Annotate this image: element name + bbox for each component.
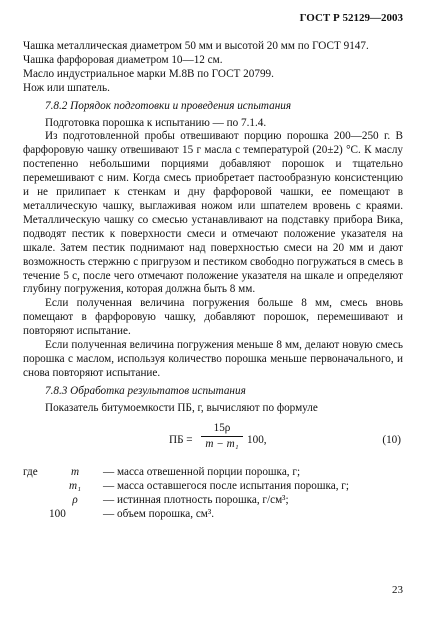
legend-where-word: где (23, 465, 38, 478)
standard-header: ГОСТ Р 52129—2003 (299, 12, 403, 24)
paragraph-depth-less: Если полученная величина погружения меньше 8 мм, делают новую смесь порошка с маслом, используя количество порошка меньше первоначального, и снова повторяют испытание. (23, 339, 403, 379)
formula-denominator: m − m₁ (205, 438, 239, 451)
legend-row (23, 466, 403, 480)
document-body (23, 40, 403, 522)
section-heading-7-8-3: 7.8.3 Обработка результатов испытания (45, 384, 246, 397)
legend-definition: — объем порошка, см³. (103, 507, 215, 520)
paragraph-depth-greater: Если полученная величина погружения больше 8 мм, смесь вновь помещают в фарфоровую чашку, добавляют порошок, перемешивают и повторяют испытание. (23, 297, 403, 338)
equipment-item-metal-cup: Чашка металлическая диаметром 50 мм и высотой 20 мм по ГОСТ 9147. (23, 40, 369, 52)
equipment-item-knife: Нож или шпатель. (23, 81, 110, 94)
formula-10 (23, 422, 403, 462)
equipment-item-oil: Масло индустриальное марки М.8В по ГОСТ 20799. (23, 67, 274, 80)
legend-definition: — масса оставшегося после испытания порошка, г; (103, 479, 350, 492)
paragraph-preparation: Подготовка порошка к испытанию — по 7.1.4. (45, 116, 267, 129)
formula-multiplier: 100, (247, 433, 267, 446)
legend-row (23, 494, 403, 508)
formula-fraction (201, 422, 243, 453)
legend-row (23, 508, 403, 522)
legend-definition: — масса отвешенной порции порошка, г; (103, 465, 301, 478)
legend-definition: — истинная плотность порошка, г/см³; (103, 493, 289, 506)
formula-number: (10) (382, 433, 401, 446)
page-number: 23 (392, 584, 403, 596)
variable-legend (23, 466, 403, 522)
paragraph-procedure: Из подготовленной пробы отвешивают порцию порошка 200—250 г. В фарфоровую чашку отвешивают 15 г масла с температурой (20±2) °С. К маслу постепенно небольшими порциями добавляют порошок и тщательно перемешивают с ним. Когда смесь приобретает пастообразную консистенцию и не прилипает к стенкам и дну фарфоровой чашки, ее помещают в металлическую чашку, выглаживая ножом или шпателем вровень с краями. Металлическую чашку со смесью устанавливают на подставку прибора Вика, подводят пестик к поверхности смеси и отмечают положение указателя на шкале. Затем пестик поднимают над поверхностью смеси на 20 мм и дают возможность стержню с пригрузом и пестиком свободно погружаться в смесь в течение 5 с, после чего отмечают положение указателя на шкале и определяют глубину погружения, которая должна быть 8 мм. (23, 130, 403, 296)
legend-symbol: m (70, 465, 80, 478)
legend-symbol: m₁ (69, 479, 81, 492)
legend-symbol: ρ (72, 493, 78, 506)
legend-symbol: 100 (49, 507, 66, 520)
equipment-item-porcelain-cup: Чашка фарфоровая диаметром 10—12 см. (23, 53, 223, 66)
formula-lhs: ПБ = (169, 433, 193, 446)
paragraph-formula-intro: Показатель битумоемкости ПБ, г, вычисляют по формуле (45, 401, 318, 414)
formula-numerator: 15ρ (201, 422, 243, 438)
legend-row (23, 480, 403, 494)
section-heading-7-8-2: 7.8.2 Порядок подготовки и проведения испытания (45, 99, 292, 112)
